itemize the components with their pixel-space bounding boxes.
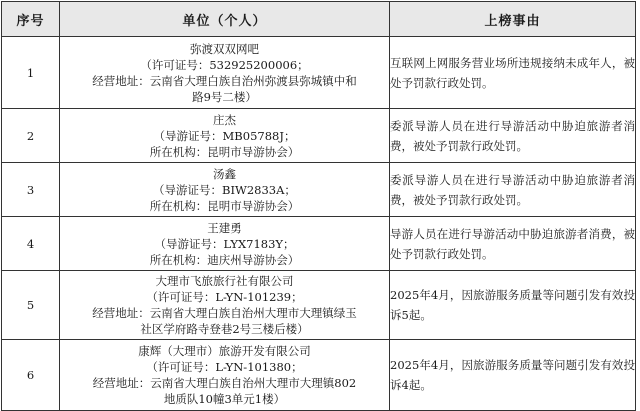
row-index: 2 xyxy=(2,109,60,163)
unit-line: 汤鑫 xyxy=(213,166,236,181)
row-reason: 委派导游人员在进行导游活动中胁迫旅游者消费，被处予罚款行政处罚。 xyxy=(390,163,636,217)
table-row xyxy=(2,271,636,340)
unit-line: 弥渡双双网吧 xyxy=(190,41,259,56)
row-index: 4 xyxy=(2,217,60,271)
unit-line: 王建勇 xyxy=(207,220,242,235)
row-reason: 2025年4月，因旅游服务质量等问题引发有效投诉5起。 xyxy=(390,271,636,340)
table-row xyxy=(2,37,636,109)
table-row xyxy=(2,163,636,217)
unit-line: 所在机构：昆明市导游协会） xyxy=(149,198,300,213)
unit-line: 所在机构：昆明市导游协会） xyxy=(149,144,300,159)
row-unit xyxy=(60,217,390,271)
row-reason: 互联网上网服务营业场所违规接纳未成年人，被处予罚款行政处罚。 xyxy=(390,37,636,109)
table-row xyxy=(2,340,636,411)
unit-line: 庄杰 xyxy=(213,112,236,127)
header-index: 序号 xyxy=(2,2,60,37)
row-reason: 委派导游人员在进行导游活动中胁迫旅游者消费，被处予罚款行政处罚。 xyxy=(390,109,636,163)
unit-line: 所在机构：迪庆州导游协会） xyxy=(149,252,300,267)
row-index: 1 xyxy=(2,37,60,109)
row-reason: 导游人员在进行导游活动中胁迫旅游者消费，被处予罚款行政处罚。 xyxy=(390,217,636,271)
unit-line: 康辉（大理市）旅游开发有限公司 xyxy=(138,344,311,358)
row-unit xyxy=(60,163,390,217)
table-header-row xyxy=(2,2,636,37)
row-index: 6 xyxy=(2,340,60,411)
unit-line: （许可证号：L-YN-101239； xyxy=(146,290,303,304)
unit-line: （许可证号：L-YN-101380； xyxy=(146,360,303,374)
unit-line: （导游证号：LYX7183Y； xyxy=(154,236,295,251)
unit-line: （导游证号：BIW2833A； xyxy=(153,182,296,197)
row-unit xyxy=(60,109,390,163)
unit-line: 经营地址：云南省大理白族自治州弥渡县弥城镇中和 xyxy=(92,73,357,88)
row-index: 5 xyxy=(2,271,60,340)
row-unit xyxy=(60,271,390,340)
row-reason: 2025年4月，因旅游服务质量等问题引发有效投诉4起。 xyxy=(390,340,636,411)
unit-line: （导游证号：MB05788J； xyxy=(153,128,296,143)
header-unit: 单位（个人） xyxy=(60,2,390,37)
blacklist-table xyxy=(1,1,636,411)
unit-line: 社区学府路寺登巷2号三楼后楼） xyxy=(140,322,309,336)
unit-line: 地质队10幢3单元1楼） xyxy=(163,392,286,406)
header-reason: 上榜事由 xyxy=(390,2,636,37)
unit-line: 经营地址：云南省大理白族自治州大理市大理镇802 xyxy=(92,376,357,390)
row-index: 3 xyxy=(2,163,60,217)
unit-line: （许可证号：532925200006； xyxy=(140,57,309,72)
row-unit xyxy=(60,340,390,411)
unit-line: 经营地址：云南省大理白族自治州大理市大理镇绿玉 xyxy=(92,306,357,320)
unit-line: 大理市飞旅旅行社有限公司 xyxy=(155,274,294,288)
unit-line: 路9号二楼） xyxy=(192,89,257,104)
table-row xyxy=(2,217,636,271)
table-row xyxy=(2,109,636,163)
row-unit xyxy=(60,37,390,109)
